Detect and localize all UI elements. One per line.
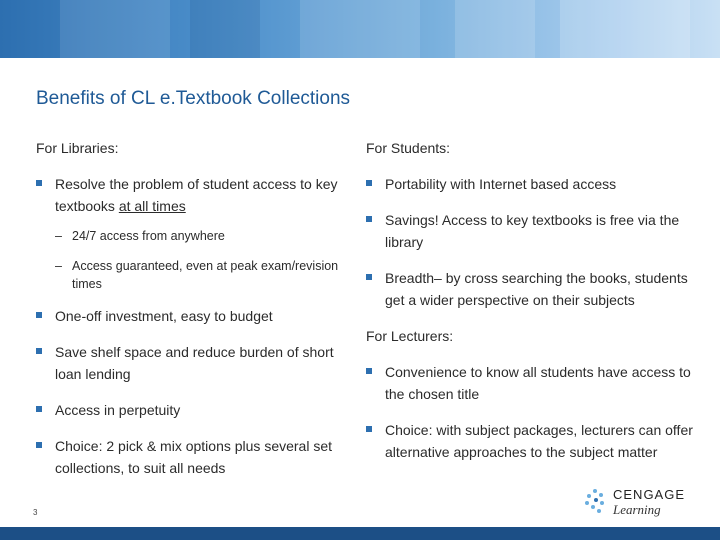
lecturers-heading: For Lecturers: (366, 328, 454, 344)
bullet-text: Choice: 2 pick & mix options plus several set collections, to suit all needs (55, 438, 333, 476)
bullet-square-icon (366, 216, 372, 222)
bullet-text: Access in perpetuity (55, 402, 181, 418)
sub-bullet-item (36, 257, 356, 293)
slide-title: Benefits of CL e.Textbook Collections (36, 88, 351, 109)
bullet-square-icon (36, 442, 42, 448)
bullet-text: Convenience to know all students have access to the chosen title (385, 364, 691, 402)
bullet-square-icon (36, 312, 42, 318)
logo-text-cengage: CENGAGE (613, 487, 686, 502)
students-heading: For Students: (366, 140, 451, 156)
bullet-item (36, 305, 356, 327)
dash-icon: – (55, 259, 62, 273)
bullet-item (36, 173, 356, 217)
students-lecturers-column (366, 137, 696, 477)
bullet-text: One-off investment, easy to budget (55, 308, 273, 324)
bullet-square-icon (366, 274, 372, 280)
bullet-item (36, 399, 356, 421)
libraries-heading: For Libraries: (36, 140, 119, 156)
sub-bullet-item (36, 227, 356, 245)
bullet-text: Save shelf space and reduce burden of short loan lending (55, 344, 334, 382)
bullet-text: Portability with Internet based access (385, 176, 617, 192)
bullet-square-icon (36, 348, 42, 354)
banner-stripe (560, 0, 690, 58)
bullet-text: Breadth– by cross searching the books, students get a wider perspective on their subjects (385, 270, 688, 308)
dash-icon: – (55, 229, 62, 243)
bullet-item (366, 361, 696, 405)
banner-stripe (300, 0, 420, 58)
logo-dots-icon (585, 489, 605, 515)
logo-text-learning: Learning (613, 502, 661, 517)
bullet-item (36, 341, 356, 385)
banner-stripe (455, 0, 535, 58)
bullet-item (36, 435, 356, 479)
banner-stripe (190, 0, 260, 58)
bullet-square-icon (36, 406, 42, 412)
bullet-text: Resolve the problem of student access to key textbooks (55, 176, 338, 214)
libraries-column (36, 137, 356, 493)
bullet-item (366, 419, 696, 463)
bullet-square-icon (366, 180, 372, 186)
page-number: 3 (33, 508, 38, 517)
bullet-text: Savings! Access to key textbooks is free via the library (385, 212, 680, 250)
bullet-square-icon (366, 426, 372, 432)
bullet-item (366, 267, 696, 311)
bullet-item (366, 173, 696, 195)
sub-bullet-text: Access guaranteed, even at peak exam/revision times (72, 259, 339, 291)
cengage-logo (585, 485, 695, 519)
bullet-text-underlined: at all times (118, 198, 186, 214)
header-banner (0, 0, 720, 58)
bullet-text: Choice: with subject packages, lecturers can offer alternative approaches to the subject matter (385, 422, 693, 460)
bullet-item (366, 209, 696, 253)
banner-stripe (60, 0, 170, 58)
sub-bullet-text: 24/7 access from anywhere (72, 229, 225, 243)
bullet-square-icon (36, 180, 42, 186)
footer-bar (0, 527, 720, 540)
bullet-square-icon (366, 368, 372, 374)
